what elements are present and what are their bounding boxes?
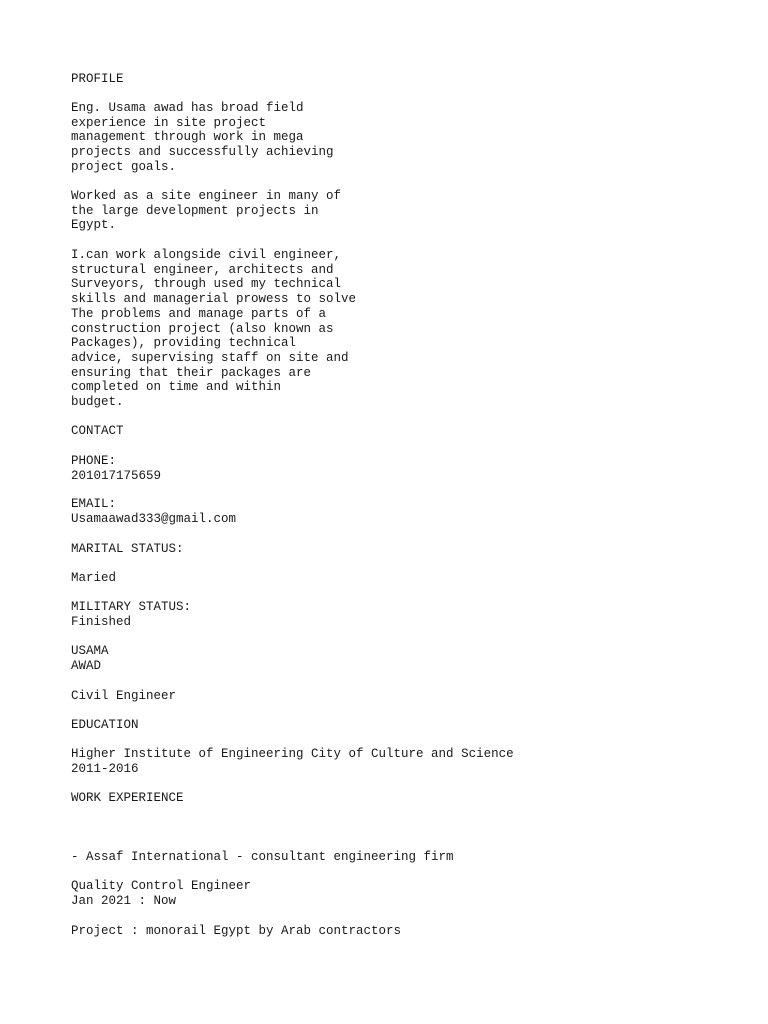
institution: Higher Institute of Engineering City of Culture and Science bbox=[71, 747, 514, 761]
education-years: 2011-2016 bbox=[71, 761, 139, 776]
text-line: project goals. bbox=[71, 159, 177, 174]
email-block bbox=[71, 497, 236, 526]
text-line: projects and successfully achieving bbox=[71, 145, 334, 160]
text-line: Eng. Usama awad has broad field bbox=[71, 101, 304, 115]
text-line: I.can work alongside civil engineer, bbox=[71, 248, 342, 262]
email-value: Usamaawad333@gmail.com bbox=[71, 511, 237, 526]
education-entry bbox=[71, 747, 514, 776]
phone-label: PHONE: bbox=[71, 454, 117, 468]
contact-heading: CONTACT bbox=[71, 424, 124, 438]
text-line: ensuring that their packages are bbox=[71, 365, 312, 380]
first-name: USAMA bbox=[71, 644, 109, 658]
profile-paragraph-1 bbox=[71, 101, 334, 175]
text-line: experience in site project bbox=[71, 115, 267, 130]
email-label: EMAIL: bbox=[71, 497, 117, 511]
text-line: The problems and manage parts of a bbox=[71, 306, 327, 321]
text-line: Surveyors, through used my technical bbox=[71, 277, 342, 292]
text-line: advice, supervising staff on site and bbox=[71, 350, 349, 365]
military-status-label: MILITARY STATUS: bbox=[71, 600, 192, 614]
text-line: skills and managerial prowess to solve bbox=[71, 292, 357, 307]
job-title: Civil Engineer bbox=[71, 689, 177, 703]
text-line: construction project (also known as bbox=[71, 321, 334, 336]
education-heading: EDUCATION bbox=[71, 718, 139, 732]
text-line: completed on time and within bbox=[71, 380, 282, 395]
company: - Assaf International - consultant engineering firm bbox=[71, 850, 454, 864]
text-line: budget. bbox=[71, 395, 124, 410]
profile-paragraph-3 bbox=[71, 248, 356, 410]
marital-status-label: MARITAL STATUS: bbox=[71, 542, 184, 556]
last-name: AWAD bbox=[71, 658, 102, 673]
role-block bbox=[71, 879, 251, 908]
text-line: Egypt. bbox=[71, 218, 117, 233]
profile-heading: PROFILE bbox=[71, 72, 124, 86]
text-line: Worked as a site engineer in many of bbox=[71, 189, 342, 203]
candidate-name bbox=[71, 644, 109, 673]
work-experience-heading: WORK EXPERIENCE bbox=[71, 791, 184, 805]
text-line: the large development projects in bbox=[71, 203, 319, 218]
military-status-value: Finished bbox=[71, 614, 132, 629]
text-line: structural engineer, architects and bbox=[71, 262, 334, 277]
text-line: management through work in mega bbox=[71, 130, 304, 145]
profile-paragraph-2 bbox=[71, 189, 341, 233]
text-line: Packages), providing technical bbox=[71, 336, 297, 351]
phone-value: 201017175659 bbox=[71, 468, 162, 483]
phone-block bbox=[71, 454, 161, 483]
marital-status-value: Maried bbox=[71, 571, 117, 585]
project: Project : monorail Egypt by Arab contractors bbox=[71, 924, 402, 938]
role-period: Jan 2021 : Now bbox=[71, 893, 177, 908]
military-block bbox=[71, 600, 191, 629]
role: Quality Control Engineer bbox=[71, 879, 252, 893]
